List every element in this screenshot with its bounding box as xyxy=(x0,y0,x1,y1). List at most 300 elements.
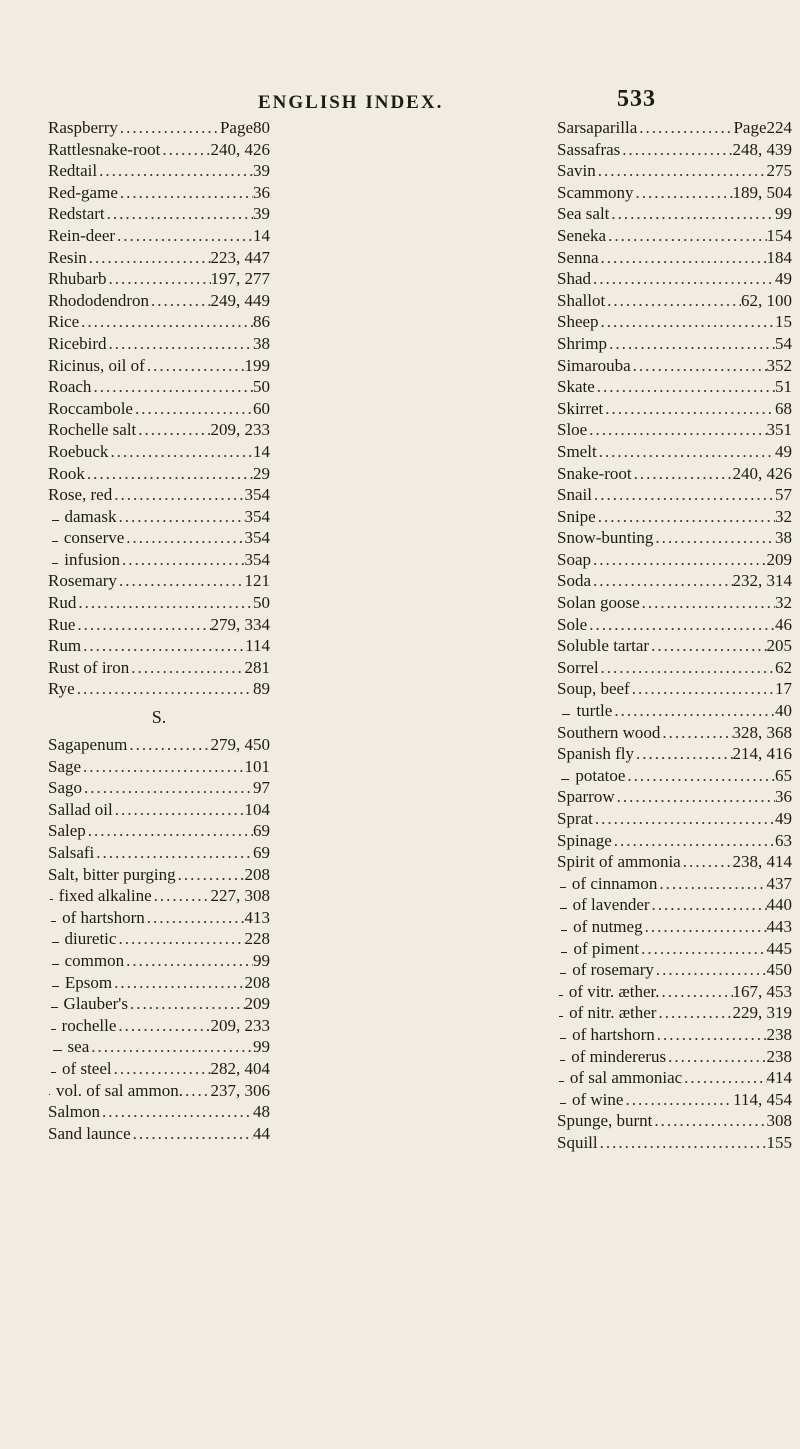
entry-term-text: Rice xyxy=(48,312,80,332)
entry-page-ref: 104 xyxy=(244,799,270,819)
entry-page-ref: 445 xyxy=(766,938,792,958)
index-entry xyxy=(557,592,792,614)
entry-page-ref: 167, 453 xyxy=(732,981,792,1001)
index-entry xyxy=(48,820,270,842)
entry-page-ref: 14 xyxy=(253,441,270,461)
entry-page-ref: 39 xyxy=(253,161,270,181)
entry-term xyxy=(48,268,107,290)
entry-term-text: Salsafi xyxy=(48,843,95,862)
dot-leader xyxy=(607,333,775,355)
entry-page-ref: 208 xyxy=(244,864,270,884)
index-entry xyxy=(557,311,792,333)
dot-leader xyxy=(81,635,245,657)
dot-leader xyxy=(107,333,253,355)
index-entry xyxy=(48,678,270,700)
index-entry xyxy=(557,139,792,161)
entry-term-text: Rhododendron xyxy=(48,290,150,310)
entry-page-ref: 354 xyxy=(244,549,270,569)
entry-term xyxy=(48,734,127,756)
entry-term-text: Salt, bitter purging xyxy=(48,864,176,884)
entry-term-text: Sloe xyxy=(557,420,588,440)
entry-term-text: Sarsaparilla xyxy=(557,118,638,137)
dot-leader xyxy=(116,506,244,528)
dot-leader xyxy=(87,247,211,269)
entry-term-text: of rosemary xyxy=(572,960,654,980)
entry-page-ref: 57 xyxy=(775,485,792,505)
ditto-dash xyxy=(560,973,566,974)
dot-leader xyxy=(640,592,775,614)
dot-leader xyxy=(599,247,767,269)
dot-leader xyxy=(124,950,253,972)
entry-term xyxy=(48,635,81,657)
entry-term xyxy=(557,441,597,463)
index-entry xyxy=(48,441,270,463)
entry-term-text: Snow-bunting xyxy=(557,528,654,548)
entry-term xyxy=(575,765,625,787)
entry-term-text: Snail xyxy=(557,485,592,505)
index-column-right xyxy=(557,117,792,1154)
entry-term-text: Spunge, burnt xyxy=(557,1111,653,1131)
entry-term xyxy=(571,1046,666,1068)
dot-leader xyxy=(630,678,775,700)
entry-term xyxy=(59,885,152,907)
entry-term-text: Solan goose xyxy=(557,593,640,613)
entry-page-ref: 62 xyxy=(775,657,792,677)
index-entry xyxy=(557,959,792,981)
entry-term xyxy=(573,894,650,916)
dot-leader xyxy=(606,225,766,247)
entry-term-text: Soup, beef xyxy=(557,679,630,699)
entry-page-ref: 114, 454 xyxy=(733,1089,792,1109)
page-header xyxy=(0,86,800,118)
index-entry xyxy=(557,182,792,204)
entry-term xyxy=(48,355,145,377)
dot-leader xyxy=(598,1132,767,1154)
entry-term-text: Rose, red xyxy=(48,485,113,505)
entry-term xyxy=(68,1036,90,1058)
dot-leader xyxy=(631,355,767,377)
dot-leader xyxy=(118,182,253,204)
entry-term xyxy=(573,916,642,938)
entry-term-text: Rye xyxy=(48,679,75,699)
entry-page-ref: 232, 314 xyxy=(732,571,792,591)
page-number: 533 xyxy=(617,86,656,112)
entry-term xyxy=(557,743,634,765)
entry-term-text: of vitr. æther. xyxy=(568,981,660,1001)
index-entry xyxy=(557,894,792,916)
dot-leader xyxy=(682,1067,766,1089)
entry-page-ref: 69 xyxy=(253,821,270,841)
dot-leader xyxy=(136,419,210,441)
entry-page-ref: 205 xyxy=(766,636,792,656)
ditto-dash xyxy=(52,541,58,542)
entry-page-ref: 282, 404 xyxy=(210,1058,270,1078)
entry-term xyxy=(48,225,115,247)
entry-term xyxy=(557,614,587,636)
dot-leader xyxy=(115,225,253,247)
entry-page-ref: 413 xyxy=(244,907,270,927)
ditto-dash xyxy=(52,520,59,521)
index-entry xyxy=(557,527,792,549)
entry-term xyxy=(65,950,125,972)
dot-leader xyxy=(108,441,253,463)
index-entry xyxy=(557,484,792,506)
index-entry xyxy=(557,722,792,744)
entry-term xyxy=(557,290,605,312)
entry-page-ref: 48 xyxy=(253,1102,270,1122)
index-entry xyxy=(557,1002,792,1024)
dot-leader xyxy=(100,1101,253,1123)
dot-leader xyxy=(592,484,775,506)
entry-page-ref: 49 xyxy=(775,441,792,461)
entry-term xyxy=(48,864,176,886)
entry-term xyxy=(48,592,76,614)
entry-page-ref: 279, 450 xyxy=(210,735,270,755)
entry-page-ref: 279, 334 xyxy=(210,614,270,634)
entry-page-ref: 121 xyxy=(244,571,270,591)
entry-term-text: Senna xyxy=(557,247,599,267)
entry-term xyxy=(48,139,160,161)
index-entry xyxy=(48,950,270,972)
index-entry xyxy=(48,139,270,161)
entry-term xyxy=(48,463,85,485)
dot-leader xyxy=(85,463,253,485)
dot-leader xyxy=(609,203,775,225)
index-entry xyxy=(48,907,270,929)
dot-leader xyxy=(591,268,775,290)
entry-page-ref: 29 xyxy=(253,463,270,483)
index-column-left xyxy=(48,117,514,1144)
entry-term-text: infusion xyxy=(64,549,120,569)
entry-term xyxy=(48,398,133,420)
entry-term-text: Soluble tartar xyxy=(557,636,650,656)
entry-term xyxy=(572,873,657,895)
entry-page-ref: 50 xyxy=(253,593,270,613)
entry-term-text: Red-game xyxy=(48,182,118,202)
dot-leader xyxy=(649,635,766,657)
entry-term xyxy=(557,657,599,679)
dot-leader xyxy=(112,1058,211,1080)
index-entry xyxy=(48,311,270,333)
entry-term xyxy=(557,1110,652,1132)
entry-term xyxy=(572,959,654,981)
dot-leader xyxy=(656,1002,732,1024)
entry-term xyxy=(64,549,120,571)
entry-page-ref: 49 xyxy=(775,809,792,828)
entry-term xyxy=(557,355,631,377)
entry-term-text: Sassafras xyxy=(557,139,621,159)
entry-term-text: rochelle xyxy=(61,1015,117,1035)
entry-term xyxy=(557,139,620,161)
entry-term xyxy=(48,756,81,778)
ditto-dash xyxy=(561,930,568,931)
entry-term xyxy=(557,117,637,139)
ditto-dash xyxy=(52,986,59,987)
index-entry xyxy=(48,203,270,225)
dot-leader xyxy=(149,290,210,312)
entry-term xyxy=(557,333,607,355)
entry-page-ref: 223, 447 xyxy=(210,247,270,267)
index-entry xyxy=(48,614,270,636)
index-entry xyxy=(48,376,270,398)
entry-term-text: Soda xyxy=(557,571,591,591)
index-entry xyxy=(557,1089,792,1111)
entry-term xyxy=(557,225,606,247)
entry-term-text: Rochelle salt xyxy=(48,420,137,440)
entry-term-text: Salmon xyxy=(48,1102,100,1122)
entry-page-ref: 32 xyxy=(775,506,792,526)
entry-term xyxy=(48,376,91,398)
entry-term-text: Skate xyxy=(557,377,595,397)
entry-page-ref: 17 xyxy=(775,679,792,699)
index-entry xyxy=(48,972,270,994)
entry-page-ref: 197, 277 xyxy=(210,269,270,289)
entry-page-ref: 214, 416 xyxy=(732,744,792,764)
entry-term xyxy=(557,722,660,744)
entry-term xyxy=(557,678,630,700)
index-entry xyxy=(48,799,270,821)
dot-leader xyxy=(637,117,733,139)
index-entry xyxy=(557,830,792,852)
entry-term xyxy=(557,808,593,830)
ditto-dash xyxy=(51,1072,56,1073)
dot-leader xyxy=(118,117,220,139)
index-entry xyxy=(48,268,270,290)
index-entry xyxy=(557,160,792,182)
index-entry xyxy=(557,851,792,873)
entry-page-ref: 62, 100 xyxy=(741,290,792,310)
entry-term-text: Spirit of ammonia xyxy=(557,852,681,872)
index-entry xyxy=(48,549,270,571)
entry-term-text: potatoe xyxy=(575,765,626,785)
entry-page-ref: 308 xyxy=(766,1111,792,1131)
ditto-dash xyxy=(561,779,569,780)
entry-term-text: Salep xyxy=(48,821,86,841)
index-entry xyxy=(557,635,792,657)
entry-term-text: of lavender xyxy=(572,895,650,915)
entry-page-ref: 189, 504 xyxy=(732,182,792,202)
entry-term xyxy=(557,592,640,614)
dot-leader xyxy=(129,657,244,679)
index-entry xyxy=(557,419,792,441)
index-entry xyxy=(557,873,792,895)
dot-leader xyxy=(105,203,253,225)
entry-term xyxy=(557,398,603,420)
dot-leader xyxy=(595,376,775,398)
entry-page-ref: 209 xyxy=(244,994,270,1014)
dot-leader xyxy=(145,355,245,377)
dot-leader xyxy=(660,722,732,744)
entry-term-text: Savin xyxy=(557,161,596,181)
entry-term-text: Snake-root xyxy=(557,463,632,483)
entry-term-text: Ricinus, oil of xyxy=(48,355,145,375)
ditto-dash xyxy=(560,887,566,888)
entry-term-text: Spanish fly xyxy=(557,744,634,764)
entry-page-ref: 209, 233 xyxy=(210,420,270,440)
dot-leader xyxy=(587,614,775,636)
dot-leader xyxy=(94,842,253,864)
entry-term xyxy=(48,333,107,355)
entry-page-ref: 69 xyxy=(253,843,270,862)
index-entry xyxy=(557,570,792,592)
entry-term xyxy=(557,376,595,398)
entry-page-ref: 46 xyxy=(775,614,792,634)
entry-term xyxy=(557,463,632,485)
dot-leader xyxy=(632,463,733,485)
entry-term-text: Rust of iron xyxy=(48,657,130,677)
entry-term xyxy=(557,311,599,333)
entry-term-text: Sallad oil xyxy=(48,799,113,819)
entry-term xyxy=(557,419,587,441)
entry-page-ref: Page224 xyxy=(733,118,792,137)
entry-term xyxy=(48,777,82,799)
entry-term xyxy=(557,786,615,808)
index-entry xyxy=(48,657,270,679)
index-entry xyxy=(557,268,792,290)
dot-leader xyxy=(596,160,767,182)
entry-term-text: Southern wood xyxy=(557,722,661,742)
ditto-dash xyxy=(53,1050,62,1051)
entry-page-ref: 228 xyxy=(244,929,270,949)
entry-term-text: Rud xyxy=(48,593,77,613)
index-entry xyxy=(557,117,792,139)
entry-term xyxy=(557,203,609,225)
entry-term-text: of sal ammoniac xyxy=(569,1068,683,1088)
entry-term-text: Rhubarb xyxy=(48,269,107,289)
index-entry xyxy=(557,333,792,355)
entry-page-ref: 248, 439 xyxy=(732,139,792,159)
index-entry xyxy=(48,777,270,799)
ditto-dash xyxy=(51,921,56,922)
ditto-dash xyxy=(559,995,563,996)
ditto-dash xyxy=(560,1038,566,1039)
entry-term xyxy=(557,851,681,873)
entry-term-text: Rattlesnake-root xyxy=(48,139,161,159)
entry-term-text: Simarouba xyxy=(557,355,631,375)
entry-term-text: Sparrow xyxy=(557,787,615,807)
entry-term xyxy=(48,182,118,204)
index-entry xyxy=(48,398,270,420)
entry-term xyxy=(62,907,145,929)
entry-term xyxy=(557,160,596,182)
entry-term-text: Seneka xyxy=(557,225,607,245)
dot-leader xyxy=(612,830,775,852)
entry-page-ref: 68 xyxy=(775,398,792,418)
ditto-dash xyxy=(559,1016,563,1017)
index-entry xyxy=(48,290,270,312)
index-entry xyxy=(557,657,792,679)
index-entry xyxy=(557,765,792,787)
entry-page-ref: 32 xyxy=(775,593,792,613)
entry-term-text: damask xyxy=(64,506,117,526)
entry-term-text: of mindererus xyxy=(571,1046,667,1066)
entry-page-ref: 443 xyxy=(766,916,792,936)
dot-leader xyxy=(97,160,253,182)
index-entry xyxy=(48,182,270,204)
entry-page-ref: 354 xyxy=(244,485,270,505)
dot-leader xyxy=(112,972,244,994)
entry-term xyxy=(62,1015,117,1037)
entry-term-text: conserve xyxy=(63,528,125,548)
index-entry xyxy=(48,333,270,355)
dot-leader xyxy=(81,756,244,778)
entry-page-ref: 208 xyxy=(244,972,270,992)
entry-term-text: Redstart xyxy=(48,204,105,224)
index-entry xyxy=(557,1046,792,1068)
index-entry xyxy=(48,734,270,756)
entry-page-ref: 281 xyxy=(244,657,270,677)
ditto-dash xyxy=(49,1094,50,1095)
entry-page-ref: 155 xyxy=(766,1132,792,1152)
index-entry xyxy=(557,700,792,722)
entry-term-text: sea xyxy=(67,1037,90,1057)
dot-leader xyxy=(596,506,775,528)
index-entry xyxy=(48,527,270,549)
dot-leader xyxy=(86,820,253,842)
entry-term-text: turtle xyxy=(576,701,613,721)
entry-term xyxy=(48,441,108,463)
index-entry xyxy=(557,1110,792,1132)
dot-leader xyxy=(91,376,253,398)
index-entry xyxy=(48,419,270,441)
index-entry xyxy=(557,376,792,398)
index-entry xyxy=(48,842,270,864)
entry-term-text: of wine xyxy=(571,1089,624,1109)
dot-leader xyxy=(587,419,766,441)
index-list-s xyxy=(48,734,270,1144)
index-entry xyxy=(557,203,792,225)
dot-leader xyxy=(112,484,244,506)
entry-term xyxy=(569,981,660,1003)
entry-page-ref: 38 xyxy=(253,333,270,353)
entry-term xyxy=(48,799,113,821)
index-entry xyxy=(48,1123,270,1145)
entry-page-ref: 36 xyxy=(253,182,270,202)
entry-term xyxy=(48,419,136,441)
entry-term xyxy=(48,117,118,139)
entry-term-text: Rosemary xyxy=(48,571,117,591)
entry-page-ref: 38 xyxy=(775,528,792,548)
entry-page-ref: 328, 368 xyxy=(732,722,792,742)
entry-term xyxy=(48,1123,131,1145)
entry-page-ref: 54 xyxy=(775,333,792,353)
index-entry xyxy=(48,1080,270,1102)
dot-leader xyxy=(657,873,766,895)
dot-leader xyxy=(620,139,732,161)
dot-leader xyxy=(160,139,210,161)
entry-term xyxy=(557,182,634,204)
dot-leader xyxy=(650,894,767,916)
index-entry xyxy=(557,355,792,377)
ditto-dash xyxy=(52,563,59,564)
entry-term xyxy=(48,1101,100,1123)
entry-term-text: Soap xyxy=(557,549,591,569)
dot-leader xyxy=(605,290,741,312)
entry-term-text: Sage xyxy=(48,756,82,776)
dot-leader xyxy=(128,993,245,1015)
entry-term-text: Sprat xyxy=(557,809,593,828)
entry-page-ref: 238 xyxy=(766,1024,792,1044)
entry-page-ref: 15 xyxy=(775,312,792,332)
ditto-dash xyxy=(561,952,568,953)
entry-term xyxy=(62,1058,112,1080)
dot-leader xyxy=(652,1110,766,1132)
dot-leader xyxy=(660,981,733,1003)
dot-leader xyxy=(124,527,244,549)
dot-leader xyxy=(116,928,244,950)
dot-leader xyxy=(145,907,245,929)
index-entry xyxy=(48,117,270,139)
